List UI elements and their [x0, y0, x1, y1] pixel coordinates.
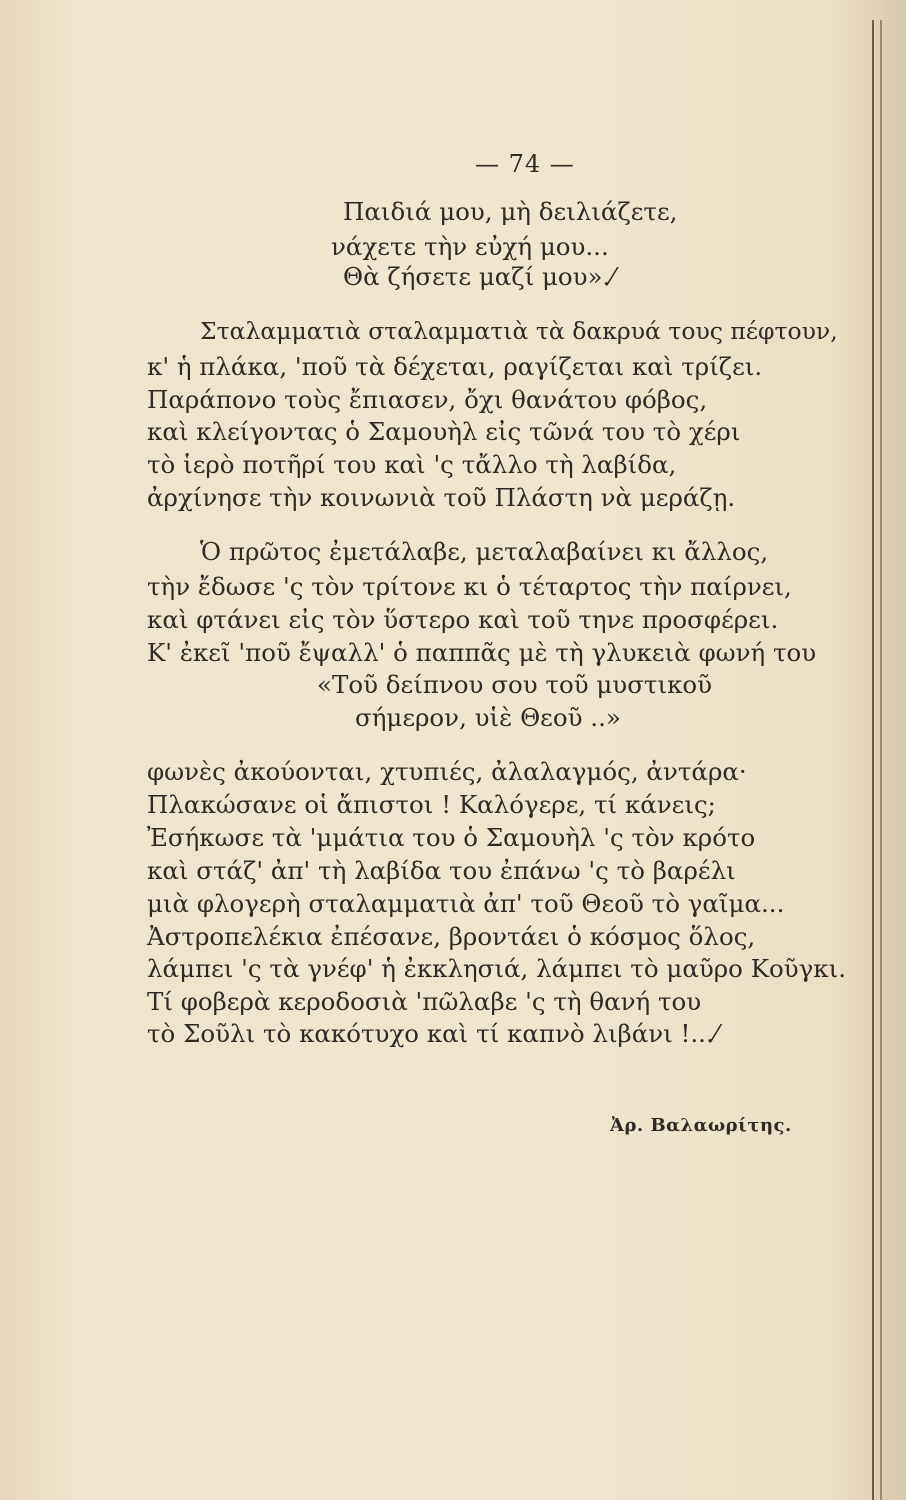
- poem-line: καὶ φτάνει εἰς τὸν ὕστερο καὶ τοῦ τηνε προσφέρει.: [147, 605, 779, 634]
- poem-line: τὴν ἔδωσε 'ς τὸν τρίτονε κι ὁ τέταρτος τὴν παίρνει,: [147, 572, 792, 601]
- poem-line: Πλακώσανε οἱ ἄπιστοι ! Καλόγερε, τί κάνεις;: [147, 790, 716, 819]
- poem-line: Κ' ἐκεῖ 'ποῦ ἔψαλλ' ὁ παππᾶς μὲ τὴ γλυκειὰ φωνή του: [147, 638, 817, 667]
- right-edge-line-2: [880, 20, 882, 1500]
- poem-line: μιὰ φλογερὴ σταλαμματιὰ ἀπ' τοῦ Θεοῦ τὸ γαῖμα...: [147, 889, 785, 918]
- right-edge-line: [872, 20, 874, 1500]
- poem-line: νάχετε τὴν εὐχή μου...: [331, 232, 609, 261]
- poem-line: ἀρχίνησε τὴν κοινωνιὰ τοῦ Πλάστη νὰ μεράζῃ.: [147, 483, 736, 512]
- poem-line: Ἀστροπελέκια ἐπέσανε, βροντάει ὁ κόσμος ὅλος,: [147, 922, 756, 951]
- poem-line: λάμπει 'ς τὰ γνέφ' ἡ ἐκκλησιά, λάμπει τὸ μαῦρο Κοῦγκι.: [147, 954, 846, 983]
- poem-line: Παράπονο τοὺς ἔπιασεν, ὄχι θανάτου φόβος,: [147, 385, 708, 414]
- poem-line: σήμερον, υἱὲ Θεοῦ ..»: [355, 703, 621, 732]
- poem-line: Σταλαμματιὰ σταλαμματιὰ τὰ δακρυά τους πέφτουν,: [200, 317, 838, 345]
- poem-line: Ἐσήκωσε τὰ 'μμάτια του ὁ Σαμουὴλ 'ς τὸν κρότο: [147, 823, 756, 852]
- poem-line: «Τοῦ δείπνου σου τοῦ μυστικοῦ: [317, 670, 713, 699]
- poem-line: Παιδιά μου, μὴ δειλιάζετε,: [343, 197, 678, 226]
- poem-line: Ὁ πρῶτος ἐμετάλαβε, μεταλαβαίνει κι ἄλλος,: [200, 537, 769, 566]
- poem-line: τὸ ἱερὸ ποτῆρί του καὶ 'ς τἄλλο τὴ λαβίδα,: [147, 450, 677, 479]
- poem-line: φωνὲς ἀκούονται, χτυπιές, ἀλαλαγμός, ἀντάρα·: [147, 757, 747, 786]
- poem-line: κ' ἡ πλάκα, 'ποῦ τὰ δέχεται, ραγίζεται καὶ τρίζει.: [147, 352, 763, 381]
- poem-line: Τί φοβερὰ κεροδοσιὰ 'πῶλαβε 'ς τὴ θανή του: [147, 987, 702, 1016]
- poem-line: καὶ κλείγοντας ὁ Σαμουὴλ εἰς τῶνά του τὸ χέρι: [147, 417, 741, 446]
- page-number: — 74 —: [475, 150, 575, 178]
- author-signature: Ἀρ. Βαλαωρίτης.: [610, 1115, 792, 1136]
- poem-line: τὸ Σοῦλι τὸ κακότυχο καὶ τί καπνὸ λιβάνι !...⁄: [147, 1019, 718, 1048]
- poem-line: καὶ στάζ' ἀπ' τὴ λαβίδα του ἐπάνω 'ς τὸ βαρέλι: [147, 856, 736, 885]
- poem-line: Θὰ ζήσετε μαζί μου».⁄: [343, 262, 615, 291]
